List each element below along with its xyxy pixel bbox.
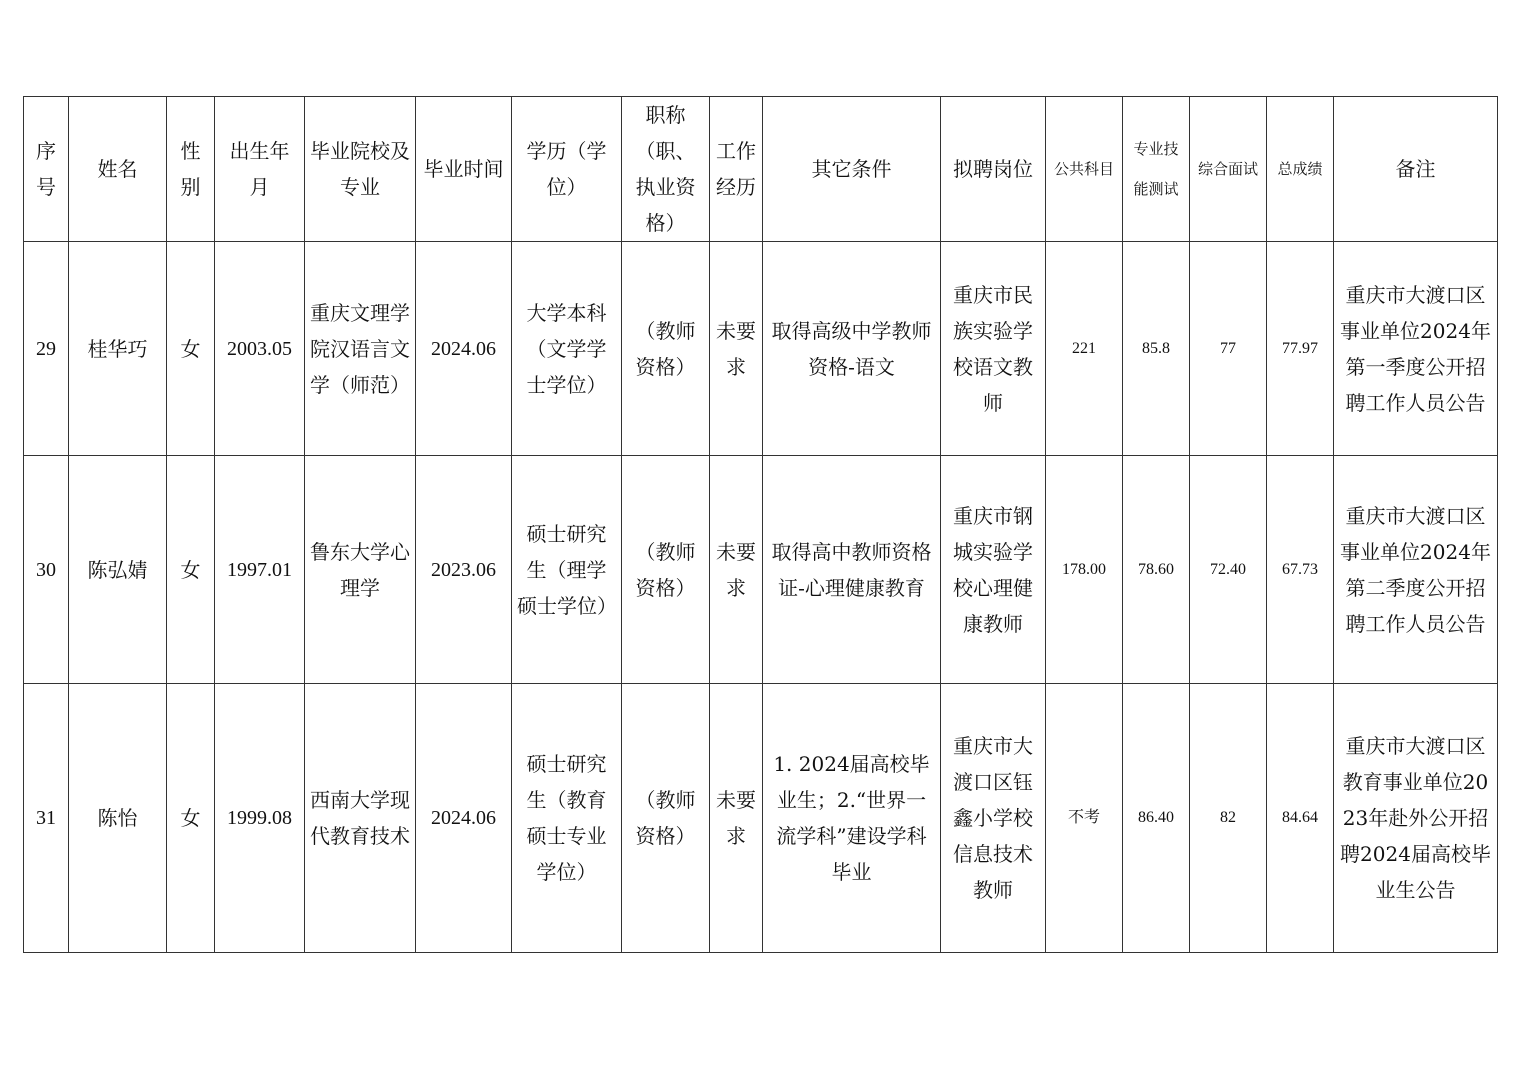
cell-conditions: 1. 2024届高校毕业生；2.“世界一流学科”建设学科毕业: [763, 684, 941, 953]
header-skill: 专业技能测试: [1123, 97, 1190, 242]
cell-position: 重庆市民族实验学校语文教师: [941, 242, 1046, 456]
cell-gender: 女: [167, 684, 215, 953]
cell-gender: 女: [167, 456, 215, 684]
cell-gender: 女: [167, 242, 215, 456]
header-name: 姓名: [69, 97, 167, 242]
cell-seq: 30: [24, 456, 69, 684]
header-public: 公共科目: [1046, 97, 1123, 242]
header-row: [24, 97, 1498, 242]
cell-skill: 85.8: [1123, 242, 1190, 456]
cell-notes: 重庆市大渡口区事业单位2024年第一季度公开招聘工作人员公告: [1334, 242, 1498, 456]
table-row: [24, 456, 1498, 684]
cell-seq: 31: [24, 684, 69, 953]
cell-total: 77.97: [1267, 242, 1334, 456]
cell-position: 重庆市钢城实验学校心理健康教师: [941, 456, 1046, 684]
cell-grad: 2024.06: [416, 242, 512, 456]
cell-total: 84.64: [1267, 684, 1334, 953]
cell-school: 鲁东大学心理学: [305, 456, 416, 684]
cell-birth: 2003.05: [215, 242, 305, 456]
header-total: 总成绩: [1267, 97, 1334, 242]
header-position: 拟聘岗位: [941, 97, 1046, 242]
cell-name: 陈弘婧: [69, 456, 167, 684]
table-row: [24, 242, 1498, 456]
header-school: 毕业院校及专业: [305, 97, 416, 242]
cell-grad: 2023.06: [416, 456, 512, 684]
header-title: 职称（职、执业资格）: [622, 97, 710, 242]
cell-seq: 29: [24, 242, 69, 456]
cell-notes: 重庆市大渡口区教育事业单位2023年赴外公开招聘2024届高校毕业生公告: [1334, 684, 1498, 953]
cell-degree: 硕士研究生（理学硕士学位）: [512, 456, 622, 684]
cell-interview: 77: [1190, 242, 1267, 456]
cell-interview: 82: [1190, 684, 1267, 953]
cell-public: 不考: [1046, 684, 1123, 953]
cell-public: 178.00: [1046, 456, 1123, 684]
cell-conditions: 取得高中教师资格证-心理健康教育: [763, 456, 941, 684]
cell-experience: 未要求: [710, 684, 763, 953]
cell-name: 桂华巧: [69, 242, 167, 456]
header-notes: 备注: [1334, 97, 1498, 242]
cell-interview: 72.40: [1190, 456, 1267, 684]
header-gender: 性别: [167, 97, 215, 242]
header-seq: 序号: [24, 97, 69, 242]
table-row: [24, 684, 1498, 953]
cell-birth: 1999.08: [215, 684, 305, 953]
cell-skill: 78.60: [1123, 456, 1190, 684]
cell-birth: 1997.01: [215, 456, 305, 684]
header-conditions: 其它条件: [763, 97, 941, 242]
cell-grad: 2024.06: [416, 684, 512, 953]
cell-title: （教师资格）: [622, 456, 710, 684]
cell-total: 67.73: [1267, 456, 1334, 684]
cell-experience: 未要求: [710, 456, 763, 684]
header-degree: 学历（学位）: [512, 97, 622, 242]
cell-skill: 86.40: [1123, 684, 1190, 953]
header-interview: 综合面试: [1190, 97, 1267, 242]
personnel-table: [23, 96, 1498, 953]
cell-public: 221: [1046, 242, 1123, 456]
header-birth: 出生年月: [215, 97, 305, 242]
cell-title: （教师资格）: [622, 684, 710, 953]
cell-notes: 重庆市大渡口区事业单位2024年第二季度公开招聘工作人员公告: [1334, 456, 1498, 684]
cell-position: 重庆市大渡口区钰鑫小学校信息技术教师: [941, 684, 1046, 953]
cell-school: 重庆文理学院汉语言文学（师范）: [305, 242, 416, 456]
cell-conditions: 取得高级中学教师资格-语文: [763, 242, 941, 456]
cell-name: 陈怡: [69, 684, 167, 953]
cell-degree: 硕士研究生（教育硕士专业学位）: [512, 684, 622, 953]
cell-degree: 大学本科（文学学士学位）: [512, 242, 622, 456]
header-grad: 毕业时间: [416, 97, 512, 242]
cell-school: 西南大学现代教育技术: [305, 684, 416, 953]
cell-experience: 未要求: [710, 242, 763, 456]
header-experience: 工作经历: [710, 97, 763, 242]
cell-title: （教师资格）: [622, 242, 710, 456]
